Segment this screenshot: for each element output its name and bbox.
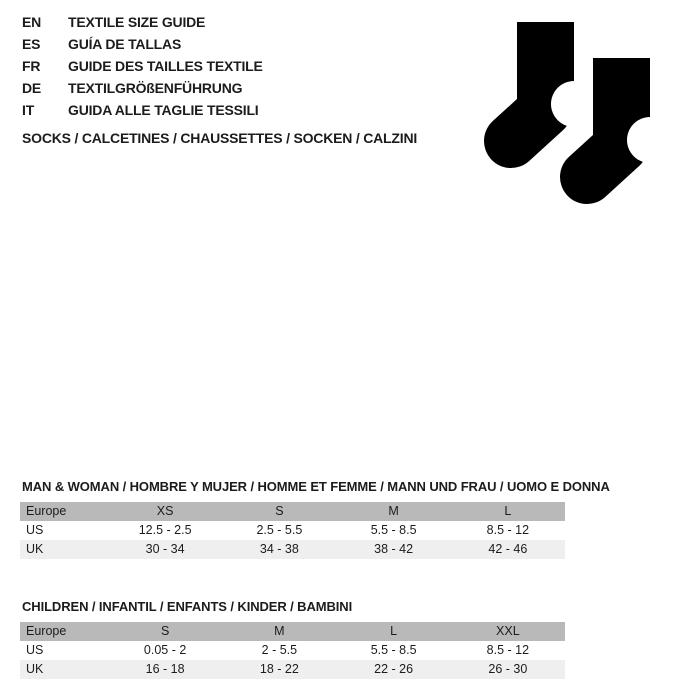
table-header-row [20, 622, 565, 641]
table-row-us [20, 641, 565, 660]
language-text: GUÍA DE TALLAS [68, 36, 182, 52]
row-label: US [26, 523, 44, 537]
socks-icon [477, 14, 653, 210]
header-cell-size: M [388, 504, 399, 518]
header-cell-size: L [390, 624, 398, 638]
size-value: 12.5 - 2.5 [138, 523, 192, 537]
size-value: 2.5 - 5.5 [256, 523, 303, 537]
header-cell-size: M [274, 624, 285, 638]
header-cell-region: Europe [26, 624, 67, 638]
language-row-es [22, 33, 263, 55]
language-text: TEXTILE SIZE GUIDE [68, 14, 206, 30]
language-code: FR [22, 58, 41, 74]
table-header-row [20, 502, 565, 521]
table-row-uk [20, 540, 565, 559]
header-cell-size: S [160, 624, 170, 638]
language-code: IT [22, 102, 35, 118]
size-value: 8.5 - 12 [486, 523, 530, 537]
size-value: 42 - 46 [488, 542, 528, 556]
language-row-en [22, 11, 263, 33]
size-value: 0.05 - 2 [143, 643, 187, 657]
language-text: GUIDA ALLE TAGLIE TESSILI [68, 102, 259, 118]
table-title: CHILDREN / INFANTIL / ENFANTS / KINDER / BAMBINI [22, 599, 353, 614]
size-value: 34 - 38 [259, 542, 299, 556]
table-row-uk [20, 660, 565, 679]
language-row-it [22, 99, 263, 121]
size-table-man-woman [20, 479, 610, 559]
size-value: 30 - 34 [145, 542, 185, 556]
category-title: SOCKS / CALCETINES / CHAUSSETTES / SOCKEN / CALZINI [22, 130, 418, 146]
size-value: 22 - 26 [374, 662, 414, 676]
size-value: 5.5 - 8.5 [370, 523, 417, 537]
size-value: 26 - 30 [488, 662, 528, 676]
size-value: 2 - 5.5 [261, 643, 298, 657]
header-cell-size: S [275, 504, 284, 518]
language-code: DE [22, 80, 42, 96]
language-code: EN [22, 14, 42, 30]
language-code: ES [22, 36, 41, 52]
language-text: TEXTILGRÖßENFÜHRUNG [68, 80, 243, 96]
header-cell-size: L [504, 504, 512, 518]
language-row-de [22, 77, 263, 99]
size-value: 16 - 18 [145, 662, 185, 676]
size-value: 18 - 22 [259, 662, 299, 676]
header-cell-region: Europe [26, 504, 67, 518]
size-value: 38 - 42 [374, 542, 414, 556]
table-row-us [20, 521, 565, 540]
language-legend [22, 11, 263, 121]
language-text: GUIDE DES TAILLES TEXTILE [68, 58, 263, 74]
table-title: MAN & WOMAN / HOMBRE Y MUJER / HOMME ET FEMME / MANN UND FRAU / UOMO E DONNA [22, 479, 610, 494]
row-label: US [26, 643, 44, 657]
size-value: 5.5 - 8.5 [370, 643, 417, 657]
row-label: UK [26, 662, 44, 676]
size-table-children [20, 599, 565, 679]
header-cell-size: XS [156, 504, 174, 518]
size-value: 8.5 - 12 [486, 643, 530, 657]
row-label: UK [26, 542, 44, 556]
language-row-fr [22, 55, 263, 77]
header-cell-size: XXL [496, 624, 520, 638]
